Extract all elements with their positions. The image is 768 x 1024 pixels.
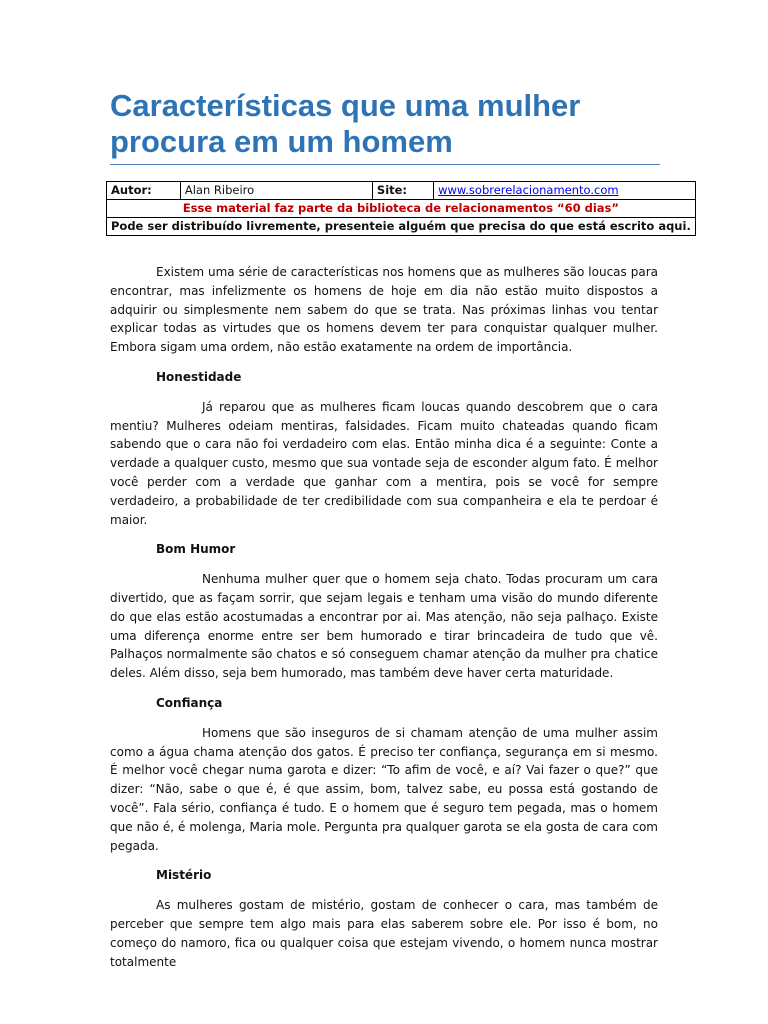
document-body [110,263,658,971]
intro-paragraph: Existem uma série de características nos homens que as mulheres são loucas para encontrar, mas infelizmente os homens de hoje em dia não estão muito dispostos a adquirir ou simplesmente nem sabem do que se trata. Nas próximas linhas vou tentar explicar todas as virtudes que os homens devem ter para conquistar qualquer mulher. Embora sigam uma ordem, não estão exatamente na ordem de importância. [110,265,658,355]
metadata-row-distribution [107,218,696,236]
metadata-table [106,181,696,236]
site-link[interactable]: www.sobrerelacionamento.com [438,183,619,197]
section-paragraph-misterio: As mulheres gostam de mistério, gostam de conhecer o cara, mas também de perceber que sempre tem algo mais para elas saberem sobre ele. Por isso é bom, no começo do namoro, fica ou qualquer coisa que estejam vivendo, o homem nunca mostrar totalmente [110,898,658,969]
section-heading-confianca: Confiança [156,695,223,710]
distribution-note: Pode ser distribuído livremente, presenteie alguém que precisa do que está escrito aqui. [107,218,696,236]
document-title: Características que uma mulher procura em um homem [110,88,581,159]
site-label: Site: [372,182,433,200]
section-paragraph-honestidade: Já reparou que as mulheres ficam loucas quando descobrem que o cara mentiu? Mulheres odeiam mentiras, falsidades. Ficam muito chateadas quando ficam sabendo que o cara não foi verdadeiro com elas. Então minha dica é a seguinte: Conte a verdade a qualquer custo, mesmo que sua vontade seja de esconder algum fato. É melhor você perder com a verdade que ganhar com a mentira, pois se você for sempre verdadeiro, a probabilidade de ter credibilidade com sua companheira e ela te perdoar é maior. [110,399,658,527]
site-cell [434,182,696,200]
library-note: Esse material faz parte da biblioteca de relacionamentos “60 dias” [107,200,696,218]
section-heading-honestidade: Honestidade [156,369,242,384]
author-label: Autor: [107,182,181,200]
metadata-row-author [107,182,696,200]
metadata-row-library [107,200,696,218]
section-paragraph-bom-humor: Nenhuma mulher quer que o homem seja chato. Todas procuram um cara divertido, que as façam sorrir, que sejam legais e tenham uma visão do mundo diferente do que elas estão acostumadas a encontrar por ai. Mas atenção, não seja palhaço. Existe uma diferença enorme entre ser bem humorado e tirar brincadeira de tudo que vê. Palhaços normalmente são chatos e só conseguem chamar atenção da mulher pra chatice deles. Além disso, seja bem humorado, mas também deve haver certa maturidade. [110,572,658,681]
author-value: Alan Ribeiro [180,182,372,200]
section-paragraph-confianca: Homens que são inseguros de si chamam atenção de uma mulher assim como a água chama atenção dos gatos. É preciso ter confiança, segurança em si mesmo. É melhor você chegar numa garota e dizer: “To afim de você, e aí? Vai fazer o que?” que dizer: “Não, sabe o que é, é que assim, bom, talvez sabe, eu possa está gostando de você”. Fala sério, confiança é tudo. E o homem que é seguro tem pegada, mas o homem que não é, é molenga, Maria mole. Pergunta pra qualquer garota se ela gosta de cara com pegada. [110,725,658,853]
title-underline [110,164,660,165]
section-heading-misterio: Mistério [156,868,212,883]
section-heading-bom-humor: Bom Humor [156,542,236,557]
